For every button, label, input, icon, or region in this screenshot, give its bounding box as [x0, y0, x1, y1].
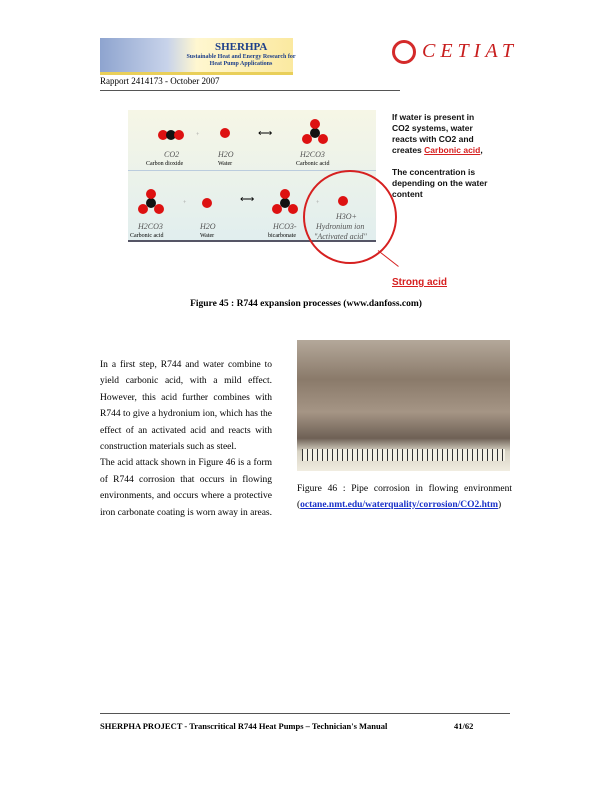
paragraph: In a first step, R744 and water combine to yield carbonic acid, with a mild effect. However, this acid further combines with R744 to give a hydronium ion, which has the effect of an activated acid and reacts with construction materials such as steel. [100, 360, 272, 453]
equilibrium-arrow: ⟷ [240, 194, 255, 205]
formula-label: Hydronium ion [316, 222, 365, 231]
formula-label: Carbonic acid [130, 233, 164, 239]
caption-text: Figure 46 : Pipe corrosion in flowing environment ( [297, 484, 512, 510]
plus-sign: + [196, 132, 200, 138]
paragraph: The acid attack shown in Figure 46 is a form of R744 corrosion that occurs in flowing environments, and occurs where a protective iron carbonate coating is worn away in areas. [100, 458, 272, 518]
sherhpa-banner-logo [100, 38, 296, 75]
equilibrium-arrow: ⟷ [258, 128, 273, 139]
figure-side-notes: If water is present in CO2 systems, water reacts with CO2 and creates Carbonic acid, The concentration is depending on the water content [392, 112, 488, 199]
oxygen-atom [174, 130, 184, 140]
strong-acid-label: Strong acid [392, 277, 448, 288]
formula: CO2 [164, 150, 180, 159]
oxygen-atom [318, 134, 328, 144]
formula-label: "Activated acid" [314, 232, 367, 241]
side-note-1: If water is present in CO2 systems, water reacts with CO2 and creates [392, 112, 475, 155]
oxygen-atom [138, 204, 148, 214]
plus-sign: + [316, 200, 320, 206]
footer-text: SHERPHA PROJECT - Transcritical R744 Heat Pumps – Technician's Manual [100, 721, 388, 731]
formula: H2O [218, 150, 234, 159]
side-note-red: Carbonic acid [424, 145, 481, 155]
side-note-2: The concentration is depending on the water content [392, 167, 488, 199]
cetiat-text: CETIAT [422, 40, 518, 62]
oxygen-atom [310, 119, 320, 129]
formula-label: bicarbonate [268, 233, 296, 239]
oxygen-atom [302, 134, 312, 144]
body-text [100, 357, 272, 521]
cetiat-emblem-icon [392, 40, 416, 64]
banner-title: SHERHPA [215, 41, 268, 53]
oxygen-atom [288, 204, 298, 214]
cetiat-logo [392, 40, 518, 64]
figure-46-caption [297, 481, 512, 513]
source-link[interactable]: octane.nmt.edu/waterquality/corrosion/CO2.htm [300, 500, 498, 510]
water-molecule [220, 128, 230, 138]
callout-line [378, 250, 399, 267]
formula-label: Water [200, 233, 215, 239]
formula-label: Carbon dioxide [146, 161, 184, 167]
plus-sign: + [183, 200, 187, 206]
oxygen-atom [154, 204, 164, 214]
formula-label: Carbonic acid [296, 161, 330, 167]
header-rule [100, 90, 400, 91]
highlight-circle [303, 170, 397, 264]
oxygen-atom [280, 189, 290, 199]
figure-45-caption: Figure 45 : R744 expansion processes (www.danfoss.com) [190, 299, 422, 309]
pipe-corrosion-photo [297, 340, 510, 471]
formula: HCO3- [273, 222, 297, 231]
formula: H2O [200, 222, 216, 231]
formula-label: Water [218, 161, 233, 167]
oxygen-atom [146, 189, 156, 199]
footer-rule [100, 713, 510, 714]
formula: H3O+ [336, 212, 357, 221]
ruler [302, 449, 505, 461]
report-reference: Rapport 2414173 - October 2007 [100, 76, 220, 86]
water-molecule [202, 198, 212, 208]
page-number: 41/62 [454, 721, 474, 731]
oxygen-atom [272, 204, 282, 214]
banner-subtitle: Sustainable Heat and Energy Research for Heat Pump Applications [186, 54, 296, 67]
caption-text: ) [498, 500, 502, 510]
formula: H2CO3 [138, 222, 163, 231]
formula: H2CO3 [300, 150, 325, 159]
